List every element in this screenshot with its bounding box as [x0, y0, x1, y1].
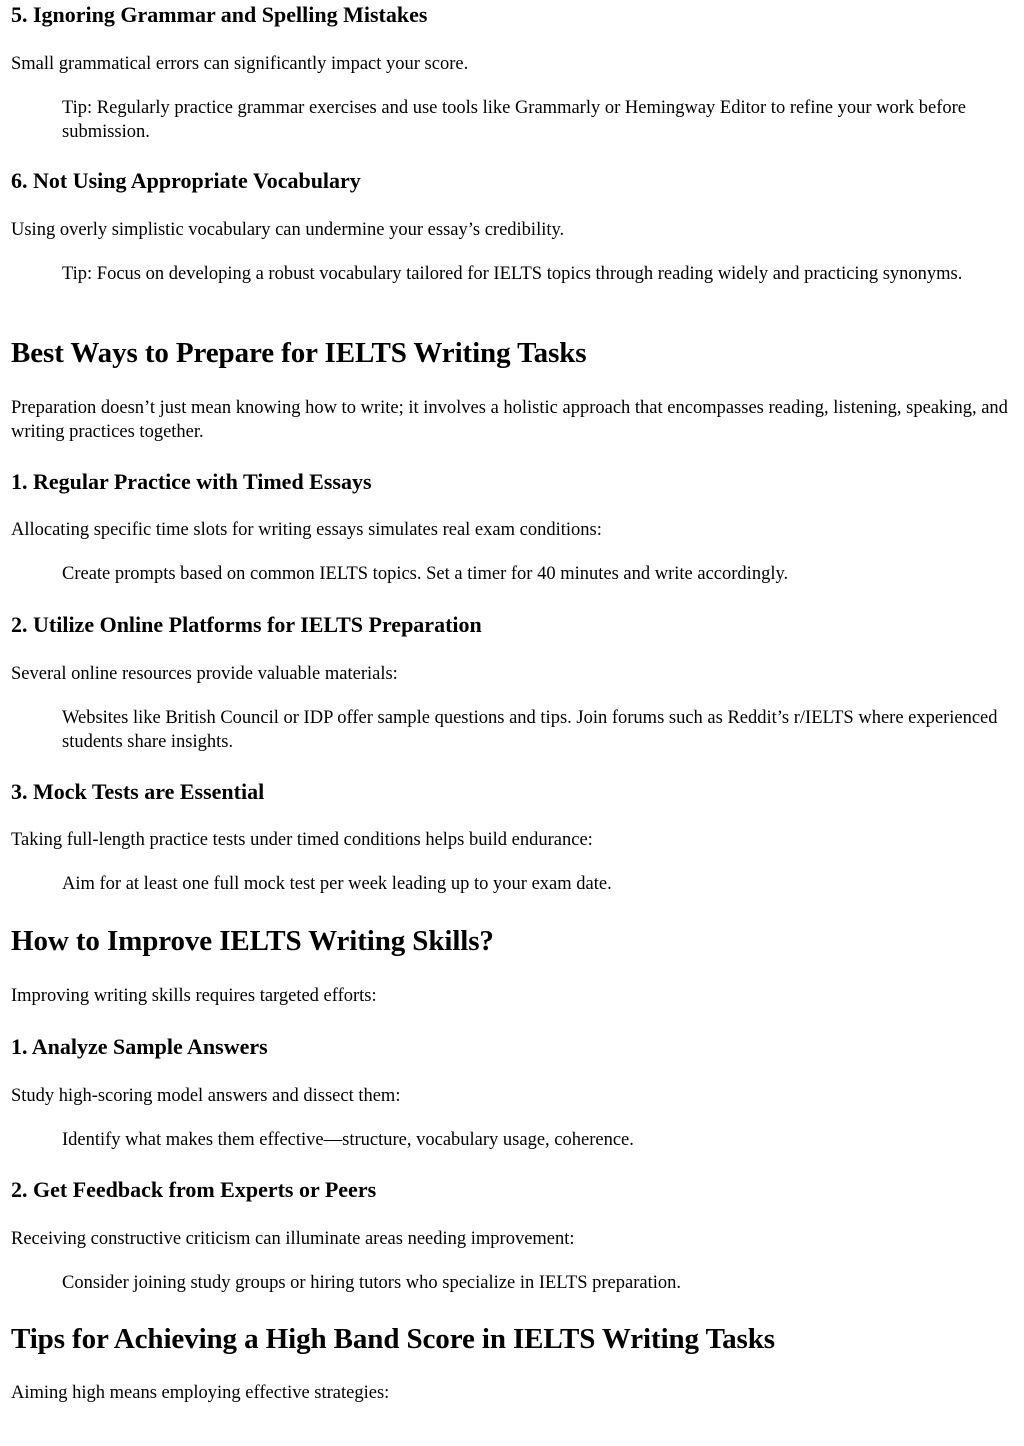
heading-improve-1: 1. Analyze Sample Answers	[11, 1034, 268, 1059]
heading-prepare-2: 2. Utilize Online Platforms for IELTS Preparation	[11, 612, 482, 637]
paragraph-improve: Improving writing skills requires targeted efforts:	[11, 986, 377, 1006]
heading-prepare-3: 3. Mock Tests are Essential	[11, 779, 265, 804]
paragraph-improve-1: Study high-scoring model answers and dissect them:	[11, 1086, 401, 1106]
quote-prepare-2: Websites like British Council or IDP offer sample questions and tips. Join forums such as Reddit’s r/IELTS where experienced students share insights.	[62, 708, 998, 752]
heading-tips-high-band: Tips for Achieving a High Band Score in IELTS Writing Tasks	[11, 1323, 775, 1355]
heading-mistake-5: 5. Ignoring Grammar and Spelling Mistakes	[11, 2, 428, 27]
heading-prepare-1: 1. Regular Practice with Timed Essays	[11, 469, 372, 494]
tip-mistake-6: Tip: Focus on developing a robust vocabulary tailored for IELTS topics through reading widely and practicing synonyms.	[62, 264, 963, 284]
quote-prepare-3: Aim for at least one full mock test per week leading up to your exam date.	[62, 874, 612, 894]
paragraph-prepare-2: Several online resources provide valuable materials:	[11, 664, 398, 684]
paragraph-mistake-5: Small grammatical errors can significantly impact your score.	[11, 54, 469, 74]
heading-mistake-6: 6. Not Using Appropriate Vocabulary	[11, 168, 361, 193]
heading-best-ways: Best Ways to Prepare for IELTS Writing Tasks	[11, 337, 587, 369]
paragraph-prepare-1: Allocating specific time slots for writing essays simulates real exam conditions:	[11, 520, 602, 540]
paragraph-mistake-6: Using overly simplistic vocabulary can undermine your essay’s credibility.	[11, 220, 565, 240]
paragraph-prepare-3: Taking full-length practice tests under timed conditions helps build endurance:	[11, 830, 593, 850]
quote-improve-1: Identify what makes them effective—structure, vocabulary usage, coherence.	[62, 1130, 634, 1150]
quote-improve-2: Consider joining study groups or hiring tutors who specialize in IELTS preparation.	[62, 1273, 681, 1293]
paragraph-improve-2: Receiving constructive criticism can illuminate areas needing improvement:	[11, 1229, 575, 1249]
quote-prepare-1: Create prompts based on common IELTS topics. Set a timer for 40 minutes and write accordingly.	[62, 564, 789, 584]
paragraph-best-ways: Preparation doesn’t just mean knowing how to write; it involves a holistic approach that encompasses reading, listening, speaking, and writing practices together.	[11, 398, 1008, 442]
tip-mistake-5: Tip: Regularly practice grammar exercises and use tools like Grammarly or Hemingway Editor to refine your work before submission.	[62, 98, 966, 142]
heading-improve: How to Improve IELTS Writing Skills?	[11, 925, 494, 957]
paragraph-tips-high-band: Aiming high means employing effective strategies:	[11, 1383, 390, 1403]
heading-improve-2: 2. Get Feedback from Experts or Peers	[11, 1177, 377, 1202]
